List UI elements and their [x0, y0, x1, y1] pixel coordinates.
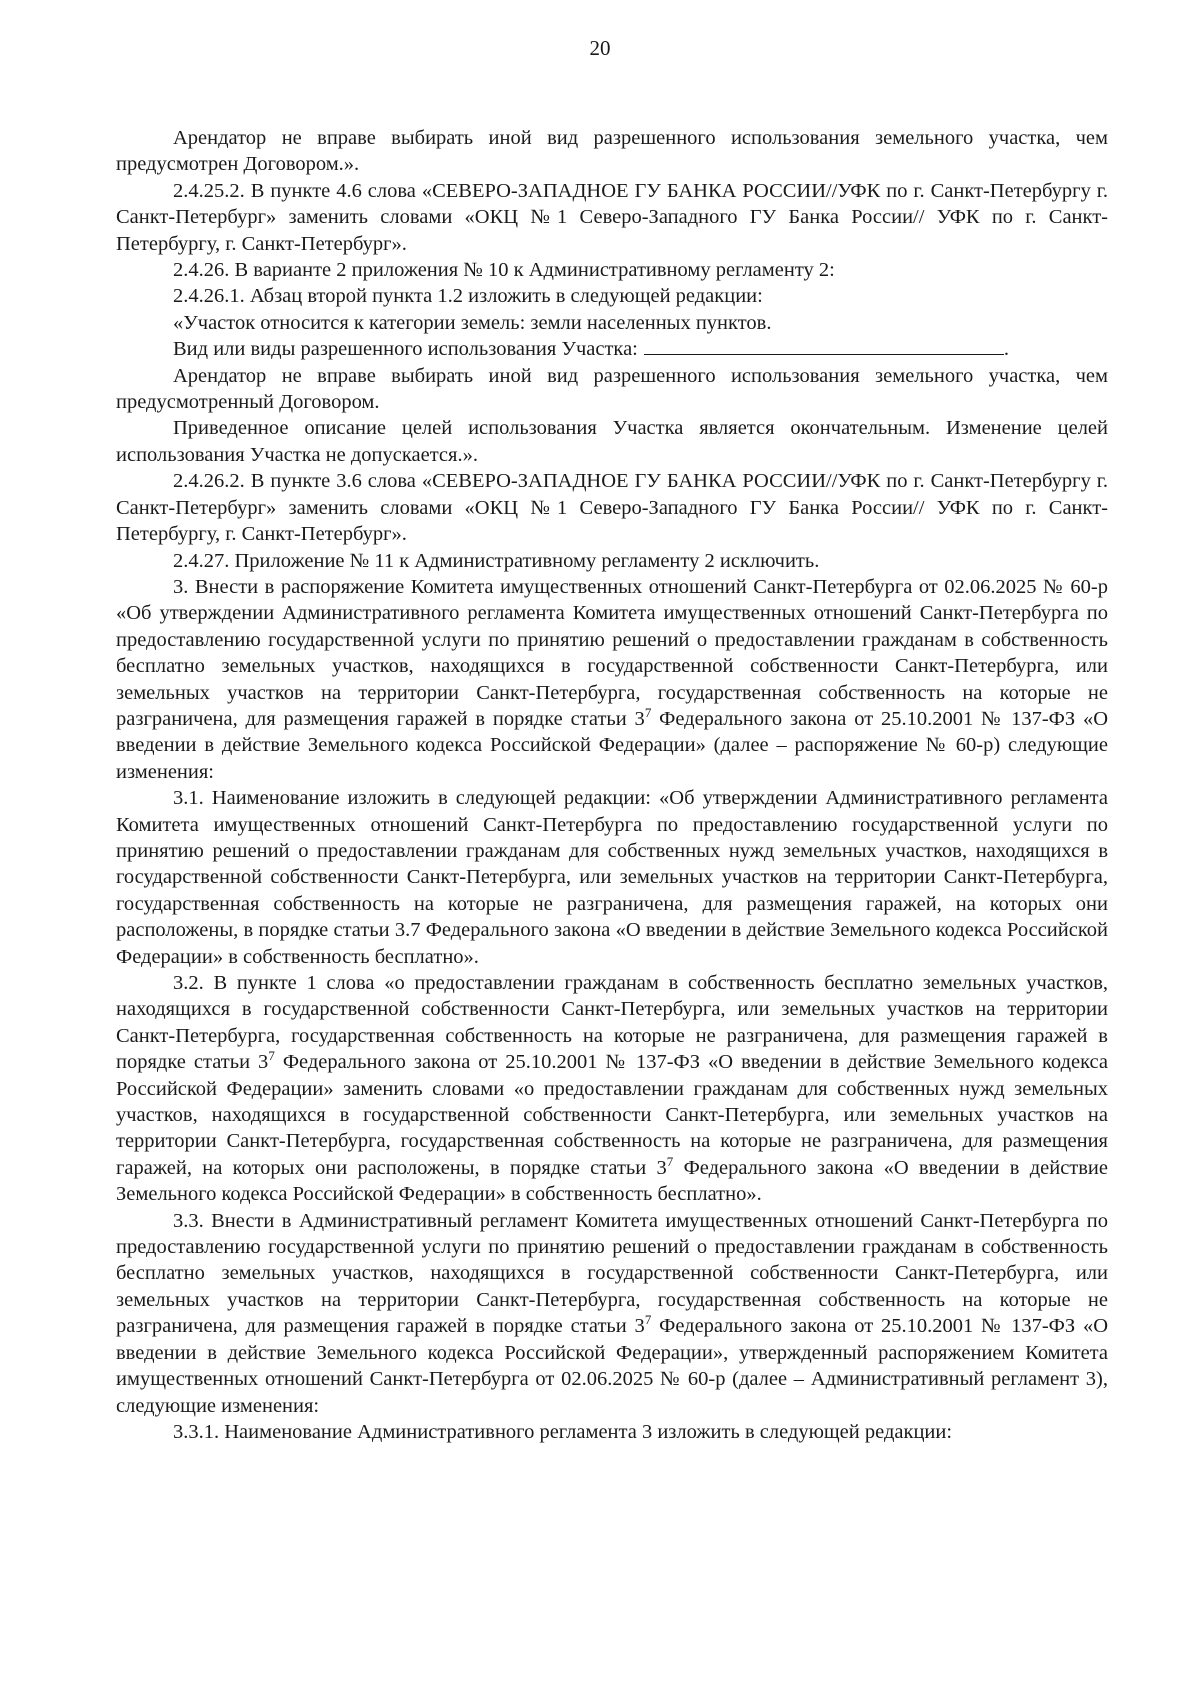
page-number: 20	[589, 36, 611, 60]
paragraph	[116, 1208, 1108, 1419]
text-run: 3.2. В пункте 1 слова «о предоставлении гражданам в собственность бесплатно земельных участков, находящихся в государственной собственности Санкт-Петербурга, или земельных участков на территории Санкт-Петербурга, государственная собственность на которые не разграничена, для размещения гаражей в порядке статьи 3	[116, 972, 1108, 1074]
paragraph: 3.3.1. Наименование Административного регламента 3 изложить в следующей редакции:	[173, 1420, 953, 1443]
blank-field-label: Вид или виды разрешенного использования Участка:	[173, 338, 638, 361]
paragraph: «Участок относится к категории земель: земли населенных пунктов.	[173, 311, 772, 334]
document-body	[116, 125, 1108, 1445]
paragraph: 2.4.26.2. В пункте 3.6 слова «СЕВЕРО-ЗАПАДНОЕ ГУ БАНКА РОССИИ//УФК по г. Санкт-Петербургу г. Санкт-Петербург» заменить словами «ОКЦ №1 Северо-Западного ГУ Банка России// УФК по г. Санкт-Петербургу, г. Санкт-Петербург».	[116, 470, 1108, 546]
text-run: 3. Внести в распоряжение Комитета имущественных отношений Санкт-Петербурга от 02.06.2025 № 60-р «Об утверждении Административного регламента Комитета имущественных отношений Санкт-Петербурга по предоставлению государственной услуги по принятию решений о предоставлении гражданам в собственность бесплатно земельных участков, находящихся в государственной собственности Санкт-Петербурга, или земельных участков на территории Санкт-Петербурга, государственная собственность на которые не разграничена, для размещения гаражей в порядке статьи 3	[116, 575, 1108, 730]
paragraph: 3.1. Наименование изложить в следующей редакции: «Об утверждении Административного регламента Комитета имущественных отношений Санкт-Петербурга по предоставлению государственной услуги по принятию решений о предоставлении гражданам для собственных нужд земельных участков, находящихся в государственной собственности Санкт-Петербурга, или земельных участков на территории Санкт-Петербурга, государственная собственность на которые не разграничена, для размещения гаражей, на которых они расположены, в порядке статьи 3.7 Федерального закона «О введении в действие Земельного кодекса Российской Федерации» в собственность бесплатно».	[116, 787, 1108, 968]
paragraph	[116, 574, 1108, 785]
blank-field-end: .	[1003, 338, 1009, 361]
paragraph: Приведенное описание целей использования Участка является окончательным. Изменение целей использования Участка не допускается.».	[116, 417, 1108, 466]
paragraph: 2.4.26. В варианте 2 приложения № 10 к Административному регламенту 2:	[173, 259, 835, 282]
paragraph: Арендатор не вправе выбирать иной вид разрешенного использования земельного участка, чем предусмотрен Договором.».	[116, 127, 1108, 176]
superscript: 7	[644, 1312, 652, 1328]
paragraph: 2.4.26.1. Абзац второй пункта 1.2 изложить в следующей редакции:	[173, 285, 763, 308]
paragraph: 2.4.27. Приложение № 11 к Административному регламенту 2 исключить.	[173, 549, 820, 572]
paragraph-with-blank	[116, 336, 1108, 362]
text-run: Федерального закона «О введении в действие Земельного кодекса Российской Федерации» в собственность бесплатно».	[116, 1156, 1108, 1206]
paragraph: 2.4.25.2. В пункте 4.6 слова «СЕВЕРО-ЗАПАДНОЕ ГУ БАНКА РОССИИ//УФК по г. Санкт-Петербургу г. Санкт-Петербург» заменить словами «ОКЦ №1 Северо-Западного ГУ Банка России// УФК по г. Санкт-Петербургу, г. Санкт-Петербург».	[116, 179, 1108, 255]
text-run: Федерального закона от 25.10.2001 № 137-ФЗ «О введении в действие Земельного кодекса Российской Федерации», утвержденный распоряжением Комитета имущественных отношений Санкт-Петербурга от 02.06.2025 № 60-р (далее – Административный регламент 3), следующие изменения:	[116, 1315, 1109, 1417]
text-run: Федерального закона от 25.10.2001 № 137-ФЗ «О введении в действие Земельного кодекса Российской Федерации» заменить словами «о предоставлении гражданам для собственных нужд земельных участков, находящихся в государственной собственности Санкт-Петербурга, или земельных участков на территории Санкт-Петербурга, государственная собственность на которые не разграничена, для размещения гаражей, на которых они расположены, в порядке статьи 3	[116, 1051, 1108, 1179]
text-run: 3.3. Внести в Административный регламент Комитета имущественных отношений Санкт-Петербурга по предоставлению государственной услуги по принятию решений о предоставлении гражданам в собственность бесплатно земельных участков, находящихся в государственной собственности Санкт-Петербурга, или земельных участков на территории Санкт-Петербурга, государственная собственность на которые не разграничена, для размещения гаражей в порядке статьи 3	[116, 1209, 1108, 1338]
superscript: 7	[666, 1154, 674, 1170]
paragraph: Арендатор не вправе выбирать иной вид разрешенного использования земельного участка, чем предусмотренный Договором.	[116, 364, 1108, 414]
superscript: 7	[268, 1048, 275, 1064]
paragraph	[116, 970, 1108, 1208]
blank-fill-line	[644, 336, 1004, 355]
superscript: 7	[644, 705, 652, 721]
text-run: Федерального закона от 25.10.2001 № 137-ФЗ «О введении в действие Земельного кодекса Российской Федерации» (далее – распоряжение № 60-р) следующие изменения:	[116, 707, 1109, 783]
